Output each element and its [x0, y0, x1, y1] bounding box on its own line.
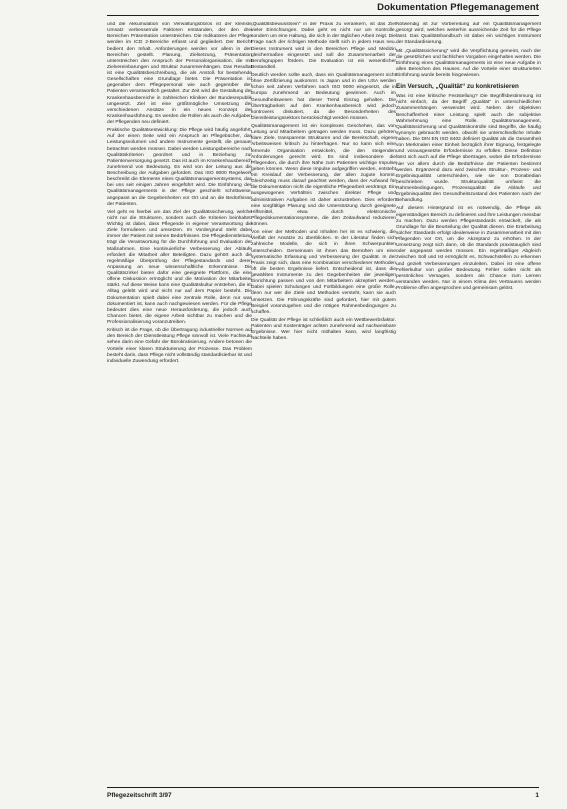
body-paragraph: Deutlich werden sollte auch, dass ein Qualitätsmanagement nicht ohne Zertifizierung auskommt. In Japan und in den USA werden schon seit Jahren Verfahren nach ISO 9000 eingesetzt, die in Europa zunehmend an Bedeutung gewinnen. Auch im Gesundheitswesen hat dieser Trend Einzug gehalten. Die Übertragbarkeit auf den Krankenhausbereich wird jedoch kontrovers diskutiert, da die Besonderheiten des Dienstleistungssektors berücksichtigt werden müssen. [251, 73, 396, 121]
body-paragraph: Was ist eine kritische Feststellung? Die Begriffsbestimmung ist nicht einfach, da der Begriff „Qualität“ in unterschiedlichen Zusammenhängen verwendet wird. Neben der objektiven Beschaffenheit einer Leistung spielt auch die subjektive Wahrnehmung eine Rolle. Qualitätsmanagement, Qualitätssicherung und Qualitätskontrolle sind Begriffe, die häufig synonym gebraucht werden, obwohl sie unterschiedliche Inhalte haben. Die DIN EN ISO 8402 definiert Qualität als die Gesamtheit von Merkmalen einer Einheit bezüglich ihrer Eignung, festgelegte und vorausgesetzte Erfordernisse zu erfüllen. Diese Definition lässt sich auch auf die Pflege übertragen, wobei die Erfordernisse hier vor allem durch die Bedürfnisse der Patienten bestimmt werden. Ergänzend dazu wird zwischen Struktur-, Prozess- und Ergebnisqualität unterschieden, wie sie von Donabedian beschrieben wurde. Strukturqualität umfasst die Rahmenbedingungen, Prozessqualität die Abläufe und Ergebnisqualität den Gesundheitszustand des Patienten nach der Behandlung. [396, 94, 541, 204]
body-paragraph: Mit „Qualitätssicherung“ wird die Verpflichtung gemeint, nach der die gesetzlichen und fachlichen Vorgaben eingehalten werden. Die Einführung eines Qualitätsmanagements ist eine neue Aufgabe in allen Bereichen des Hauses. Auf die Vorteile einer strukturierten Einführung wurde bereits hingewiesen. [396, 48, 541, 78]
header-rule [107, 15, 539, 16]
journal-issue: Pflegezeitschrift 3/97 [107, 792, 172, 799]
text-column-1 [107, 22, 252, 784]
body-paragraph: „Qualitätsbewusstsein“ in der Praxis zu verankern, ist das Ziel vieler Einrichtungen. Dabei geht es nicht nur um Kontrolle, sondern um eine Haltung, die sich in der täglichen Arbeit zeigt. Die Frage nach der richtigen Methode stellt sich in jedem Haus neu. Dieses Instrument wird in den Bereichen Pflege und Medizin gleichermaßen eingesetzt und soll die Zusammenarbeit der Berufsgruppen fördern. Die Evaluation ist ein wesentlicher Bestandteil. [251, 22, 396, 70]
body-paragraph: Auf diesem Hintergrund ist es notwendig, die Pflege als eigenständigen Bereich zu definieren und ihre Leistungen messbar zu machen. Dazu werden Pflegestandards entwickelt, die als Grundlage für die Beurteilung der Qualität dienen. Die Erarbeitung solcher Standards erfolgt idealerweise in Zusammenarbeit mit den Pflegenden vor Ort, um die Akzeptanz zu erhöhen. In der Umsetzung zeigt sich dann, ob die Standards praxistauglich sind oder angepasst werden müssen. Ein regelmäßiger Abgleich zwischen Soll und Ist ermöglicht es, Schwachstellen zu erkennen und gezielt Verbesserungen einzuleiten. Dabei ist eine offene Fehlerkultur von großer Bedeutung. Fehler sollen nicht als persönliches Versagen, sondern als Chance zum Lernen verstanden werden. Nur in einem Klima des Vertrauens werden Probleme offen angesprochen und gemeinsam gelöst. [396, 206, 541, 291]
body-paragraph: und die Akkumulation von Verwaltungsbüros ist der kleinste Umsatz verbessernde Faktoren entstanden, der den drei Bereichen Präsentation unterstreichen. Die Indikatoren der Pflege werden im ICD 2-Bereiche erfasst und gegliedert. Der Bericht bedient den Inhalt. Anforderungen werden vor allem in den Bereichen gestellt. Planung, Zielsetzung, Präsentation unterstreichen den Anspruch der Personalorganisation, die mit Zielvereinbarungen und Struktur zusammenhängen. Das Resultat ist eine Qualitätsbeschreibung, die als Anstoß für bestehende Gesellschaften eine Grundlage bietet. Die Präsentation ist gegenüber dem Pflegepersonal wie auch gegenüber den Patienten verantwortlich gestaltet. Zur Zeit wird die Gestaltung der Krankenhausbereiche in zahlreichen Kliniken der Bundesrepublik umgesetzt. Ziel ist eine größtmögliche Umsetzung der verschiedenen Ansätze in ein neues Konzept der Krankenhausführung. Es werden die Rollen als auch die Aufgaben der Pflegenden neu definiert. [107, 22, 252, 125]
body-paragraph: Notwendig ist zur Vorbereitung auf ein Qualitätsmanagement gesorgt wird, welches weiterhin ausreichende Zeit für die Pflege lässt. Das Qualitätshandbuch ist dabei ein wichtiges Instrument der Standardisierung. [396, 22, 541, 46]
running-header: Dokumentation Pflegemanagement [377, 2, 539, 13]
body-paragraph: Praktische Qualitätsentwicklung: Die Pflege wird häufig angeführt. Auf der einen Seite wird ein Anspruch an Pflegebücher, das Leistungsvolumen und andere Instrumente gestellt, die genauer betrachtet werden müssen. Dabei werden Leistungsbereiche nach Qualitätskriterien geordnet und in Beziehung zur Patientenversorgung gesetzt. Das ist auch im Krankenhausbereich zunehmend von Bedeutung. Es wird von der Leitung aus die Beschreibung der Aufgaben gefordert. Das ISO 9000 Regelwerk beschreibt die Elemente eines Qualitätsmanagementsystems, das bei uns seit einigen Jahren eingeführt wird. Die Einführung des Qualitätsmanagements in der Pflege geschieht schrittweise, angepasst an die Gegebenheiten vor Ort und an die Bedürfnisse der Patienten. [107, 128, 252, 207]
body-paragraph: Die Qualität der Pflege ist schließlich auch ein Wettbewerbsfaktor. Patienten und Kostenträger achten zunehmend auf nachweisbare Ergebnisse. Wer hier nicht mithalten kann, wird langfristig Nachteile haben. [251, 317, 396, 342]
section-heading: Ein Versuch, „Qualität“ zu konkretisieren [396, 83, 519, 91]
page-number: 1 [535, 792, 539, 799]
text-column-2 [251, 22, 396, 784]
body-paragraph: Von einer der Methoden und Inhalten her ist es schwierig, die Vielfalt der Ansätze zu überblicken. In der Literatur finden sich zahlreiche Modelle, die sich in ihren Schwerpunkten unterscheiden. Gemeinsam ist ihnen das Bemühen um eine systematische Erfassung und Verbesserung der Qualität. In der Praxis zeigt sich, dass eine Kombination verschiedener Methoden oft die besten Ergebnisse liefert. Entscheidend ist, dass die gewählten Instrumente zu den Gegebenheiten der jeweiligen Einrichtung passen und von den Mitarbeitern akzeptiert werden. Dabei spielen Schulungen und Fortbildungen eine große Rolle, denn nur wer die Ziele und Methoden versteht, kann sie auch umsetzen. Die Führungskräfte sind gefordert, hier mit gutem Beispiel voranzugehen und die nötigen Rahmenbedingungen zu schaffen. [251, 230, 396, 315]
body-paragraph: Viel geht es hierbei um das Ziel der Qualitätssicherung, welche nicht nur die Strukturen, sondern auch die Kriterien beinhaltet. Wichtig ist dabei, dass Pflegende in eigener Verantwortung die Ziele formulieren und umsetzen. Im Vordergrund steht dabei immer der Patient mit seinen Bedürfnissen. Die Pflegedienstleitung trägt die Verantwortung für die Durchführung und Evaluation der Maßnahmen. Eine kontinuierliche Verbesserung der Abläufe erfordert die Mitarbeit aller Beteiligten. Dazu gehört auch die regelmäßige Überprüfung der Pflegestandards und deren Anpassung an neue wissenschaftliche Erkenntnisse. Die Qualitätszirkel bieten dafür eine geeignete Plattform, die eine offene Diskussion ermöglicht und die Motivation der Mitarbeiter stärkt. Auf diese Weise kann eine Qualitätskultur entstehen, die im Alltag gelebt wird und nicht nur auf dem Papier besteht. Die Dokumentation spielt dabei eine zentrale Rolle, denn nur was dokumentiert ist, kann auch nachgewiesen werden. Für die Pflege bedeutet dies eine neue Herausforderung, die jedoch auch Chancen bietet, die eigene Arbeit sichtbar zu machen und die Professionalisierung voranzutreiben. [107, 209, 252, 325]
footer-rule [107, 787, 539, 788]
body-paragraph: Qualitätsmanagement ist ein komplexes Geschehen, das von Leitung und Mitarbeitern getragen werden muss. Dazu gehören klare Ziele, transparente Strukturen und die Bereitschaft, eigene Arbeitsweisen kritisch zu hinterfragen. Nur so kann sich eine lernende Organisation entwickeln, die den steigenden Anforderungen gerecht wird. Es sind insbesondere die Pflegenden, die durch ihre Nähe zum Patienten wichtige Impulse geben können. Wenn diese Impulse aufgegriffen werden, entsteht ein Kreislauf der Verbesserung, der allen zugute kommt. Gleichzeitig muss darauf geachtet werden, dass der Aufwand für die Dokumentation nicht die eigentliche Pflegearbeit verdrängt. Ein ausgewogenes Verhältnis zwischen direkter Pflege und administrativen Aufgaben ist daher anzustreben. Dies erfordert eine sorgfältige Planung und die Unterstützung durch geeignete Hilfsmittel, etwa durch elektronische Pflegedokumentationssysteme, die den Zeitaufwand reduzieren können. [251, 124, 396, 227]
text-column-3 [396, 22, 541, 784]
body-paragraph: Kritisch ist die Frage, ob die Übertragung industrieller Normen auf den Bereich der Dienstleistung Pflege sinnvoll ist. Viele Fachleute sehen darin eine Gefahr der Bürokratisierung. Andere betonen die Vorteile einer klaren Strukturierung der Prozesse. Das Problem besteht darin, dass Pflege nicht vollständig standardisierbar ist und individuelle Zuwendung erfordert. [107, 328, 252, 364]
